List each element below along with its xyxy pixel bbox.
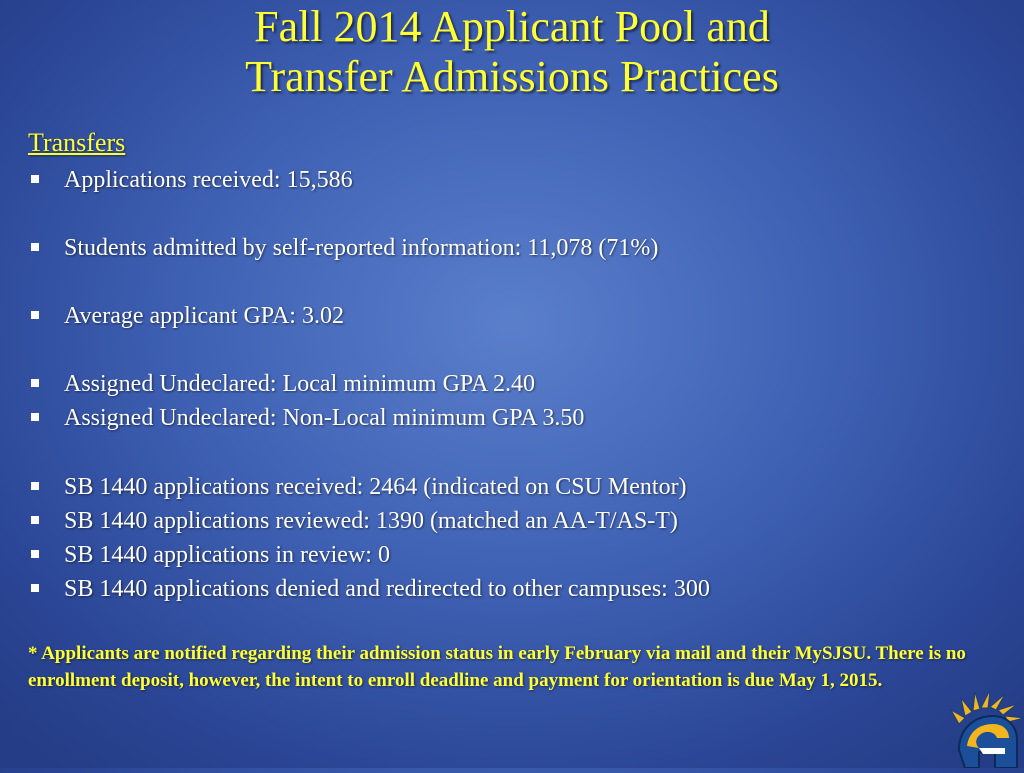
bullet-text: SB 1440 applications reviewed: 1390 (matched an AA-T/AS-T) (64, 508, 678, 534)
bullet-text: Assigned Undeclared: Non-Local minimum GPA 3.50 (64, 405, 585, 431)
bullet-sb1440-reviewed (28, 507, 678, 535)
bullet-text: SB 1440 applications received: 2464 (indicated on CSU Mentor) (64, 474, 687, 500)
bullet-text: SB 1440 applications in review: 0 (64, 542, 390, 568)
bullet-text: SB 1440 applications denied and redirected to other campuses: 300 (64, 576, 710, 602)
bullet-text: Students admitted by self-reported information: 11,078 (71%) (64, 235, 659, 261)
footnote: * Applicants are notified regarding their admission status in early February via mail and their MySJSU. There is no enrollment deposit, however, the intent to enroll deadline and payment for orientation is due May 1, 2015. (28, 643, 966, 691)
bullet-square-icon (31, 379, 39, 387)
slide-title-line-1: Fall 2014 Applicant Pool and (254, 2, 770, 51)
bullet-undeclared-local (28, 370, 535, 398)
bullet-average-gpa (28, 302, 344, 330)
bullet-square-icon (31, 243, 39, 251)
bullet-square-icon (31, 584, 39, 592)
bullet-undeclared-nonlocal (28, 404, 584, 432)
bullet-square-icon (31, 413, 39, 421)
section-heading-transfers: Transfers (28, 128, 126, 157)
bullet-sb1440-denied (28, 575, 710, 603)
bullet-students-admitted (28, 234, 658, 262)
bullet-applications-received (28, 166, 353, 194)
bullet-sb1440-in-review (28, 541, 390, 569)
bullet-text: Assigned Undeclared: Local minimum GPA 2.40 (64, 371, 536, 397)
spartan-helmet-icon (945, 688, 1024, 768)
bullet-text: Applications received: 15,586 (64, 167, 353, 193)
bullet-square-icon (31, 311, 39, 319)
bullet-square-icon (31, 550, 39, 558)
bullet-square-icon (31, 516, 39, 524)
slide-title (0, 2, 1024, 102)
slide-title-line-2: Transfer Admissions Practices (245, 52, 779, 101)
bullet-sb1440-received (28, 473, 687, 501)
bullet-square-icon (31, 175, 39, 183)
bullet-square-icon (31, 482, 39, 490)
bullet-text: Average applicant GPA: 3.02 (64, 303, 344, 329)
